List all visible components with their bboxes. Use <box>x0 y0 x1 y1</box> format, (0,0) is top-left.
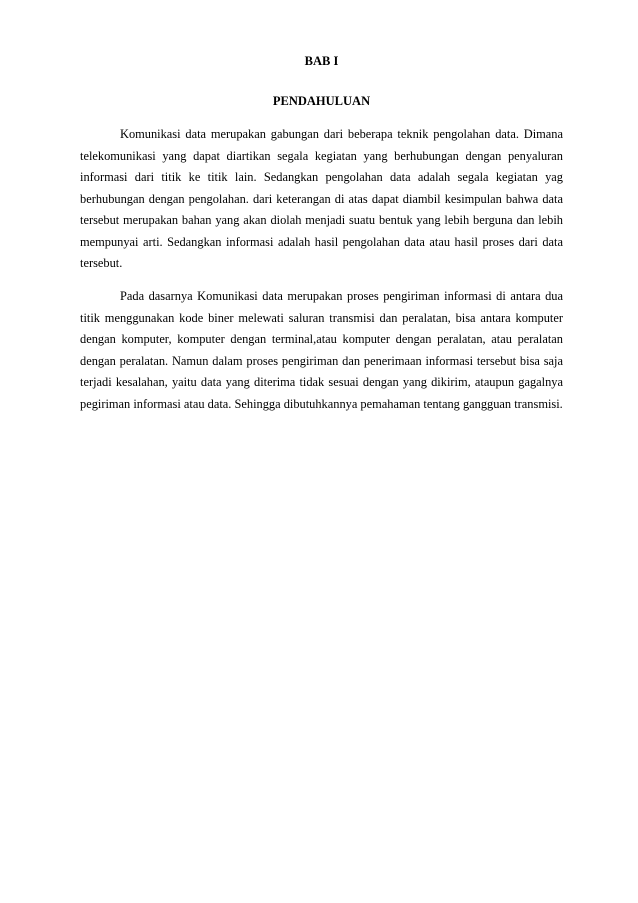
chapter-heading: BAB I <box>304 54 339 68</box>
paragraph-2: Pada dasarnya Komunikasi data merupakan proses pengiriman informasi di antara dua titik menggunakan kode biner melewati saluran transmisi dan peralatan, bisa antara komputer dengan komputer, komputer dengan terminal,atau komputer dengan peralatan, atau peralatan dengan peralatan. Namun dalam proses pengiriman dan penerimaan informasi tersebut bisa saja terjadi kesalahan, yaitu data yang diterima tidak sesuai dengan yang dikirim, ataupun gagalnya pegiriman informasi atau data. Sehingga dibutuhkannya pemahaman tentang gangguan transmisi. <box>80 289 563 411</box>
paragraph-1: Komunikasi data merupakan gabungan dari beberapa teknik pengolahan data. Dimana telekomunikasi yang dapat diartikan segala kegiatan yang berhubungan dengan penyaluran informasi dari titik ke titik lain. Sedangkan pengolahan data adalah segala kegiatan yag berhubungan dengan pengolahan. dari keterangan di atas dapat diambil kesimpulan bahwa data tersebut merupakan bahan yang akan diolah menjadi suatu bentuk yang lebih berguna dan lebih mempunyai arti. Sedangkan informasi adalah hasil pengolahan data atau hasil proses dari data tersebut. <box>80 127 563 270</box>
chapter-title: PENDAHULUAN <box>272 94 371 108</box>
